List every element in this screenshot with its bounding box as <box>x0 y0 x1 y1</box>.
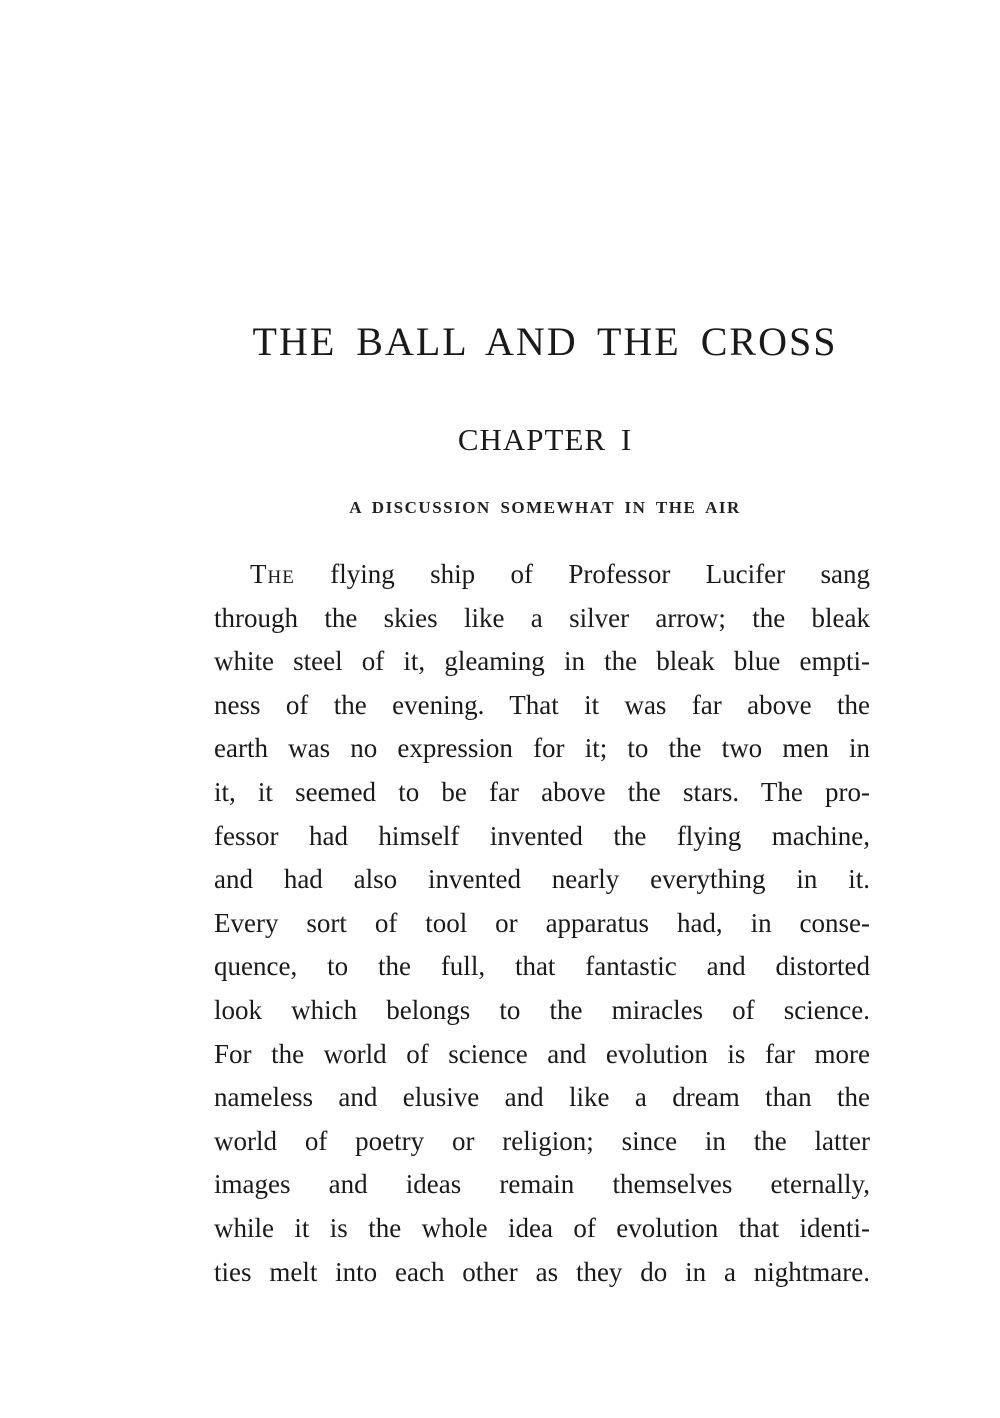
text-line: Every sort of tool or apparatus had, in conse- <box>214 907 870 938</box>
text-line: white steel of it, gleaming in the bleak blue empti- <box>214 646 870 677</box>
text-line: earth was no expression for it; to the two men in <box>214 733 870 764</box>
lead-word: The <box>250 559 295 589</box>
text-line: quence, to the full, that fantastic and distorted <box>214 951 870 982</box>
text-line: through the skies like a silver arrow; the bleak <box>214 602 870 633</box>
text-line: images and ideas remain themselves eternally, <box>214 1169 870 1200</box>
text-line: fessor had himself invented the flying machine, <box>214 820 870 851</box>
text-line: ness of the evening. That it was far above the <box>214 689 870 720</box>
chapter-subtitle: A DISCUSSION SOMEWHAT IN THE AIR <box>349 498 741 517</box>
text-line: look which belongs to the miracles of science. <box>214 994 870 1025</box>
text-line: and had also invented nearly everything in it. <box>214 864 870 895</box>
book-title: THE BALL AND THE CROSS <box>252 319 838 364</box>
text-line: For the world of science and evolution is far more <box>214 1038 870 1069</box>
text-line <box>214 553 870 597</box>
text-line: while it is the whole idea of evolution that identi- <box>214 1212 870 1243</box>
chapter-heading: CHAPTER I <box>457 422 633 457</box>
text-line: it, it seemed to be far above the stars. The pro- <box>214 776 870 807</box>
text-line: nameless and elusive and like a dream than the <box>214 1082 870 1113</box>
chapter-body-text <box>214 553 870 1294</box>
text-line: world of poetry or religion; since in the latter <box>214 1125 870 1156</box>
text-line: ties melt into each other as they do in a nightmare. <box>214 1256 870 1287</box>
first-line-rest: flying ship of Professor Lucifer sang <box>330 559 870 589</box>
